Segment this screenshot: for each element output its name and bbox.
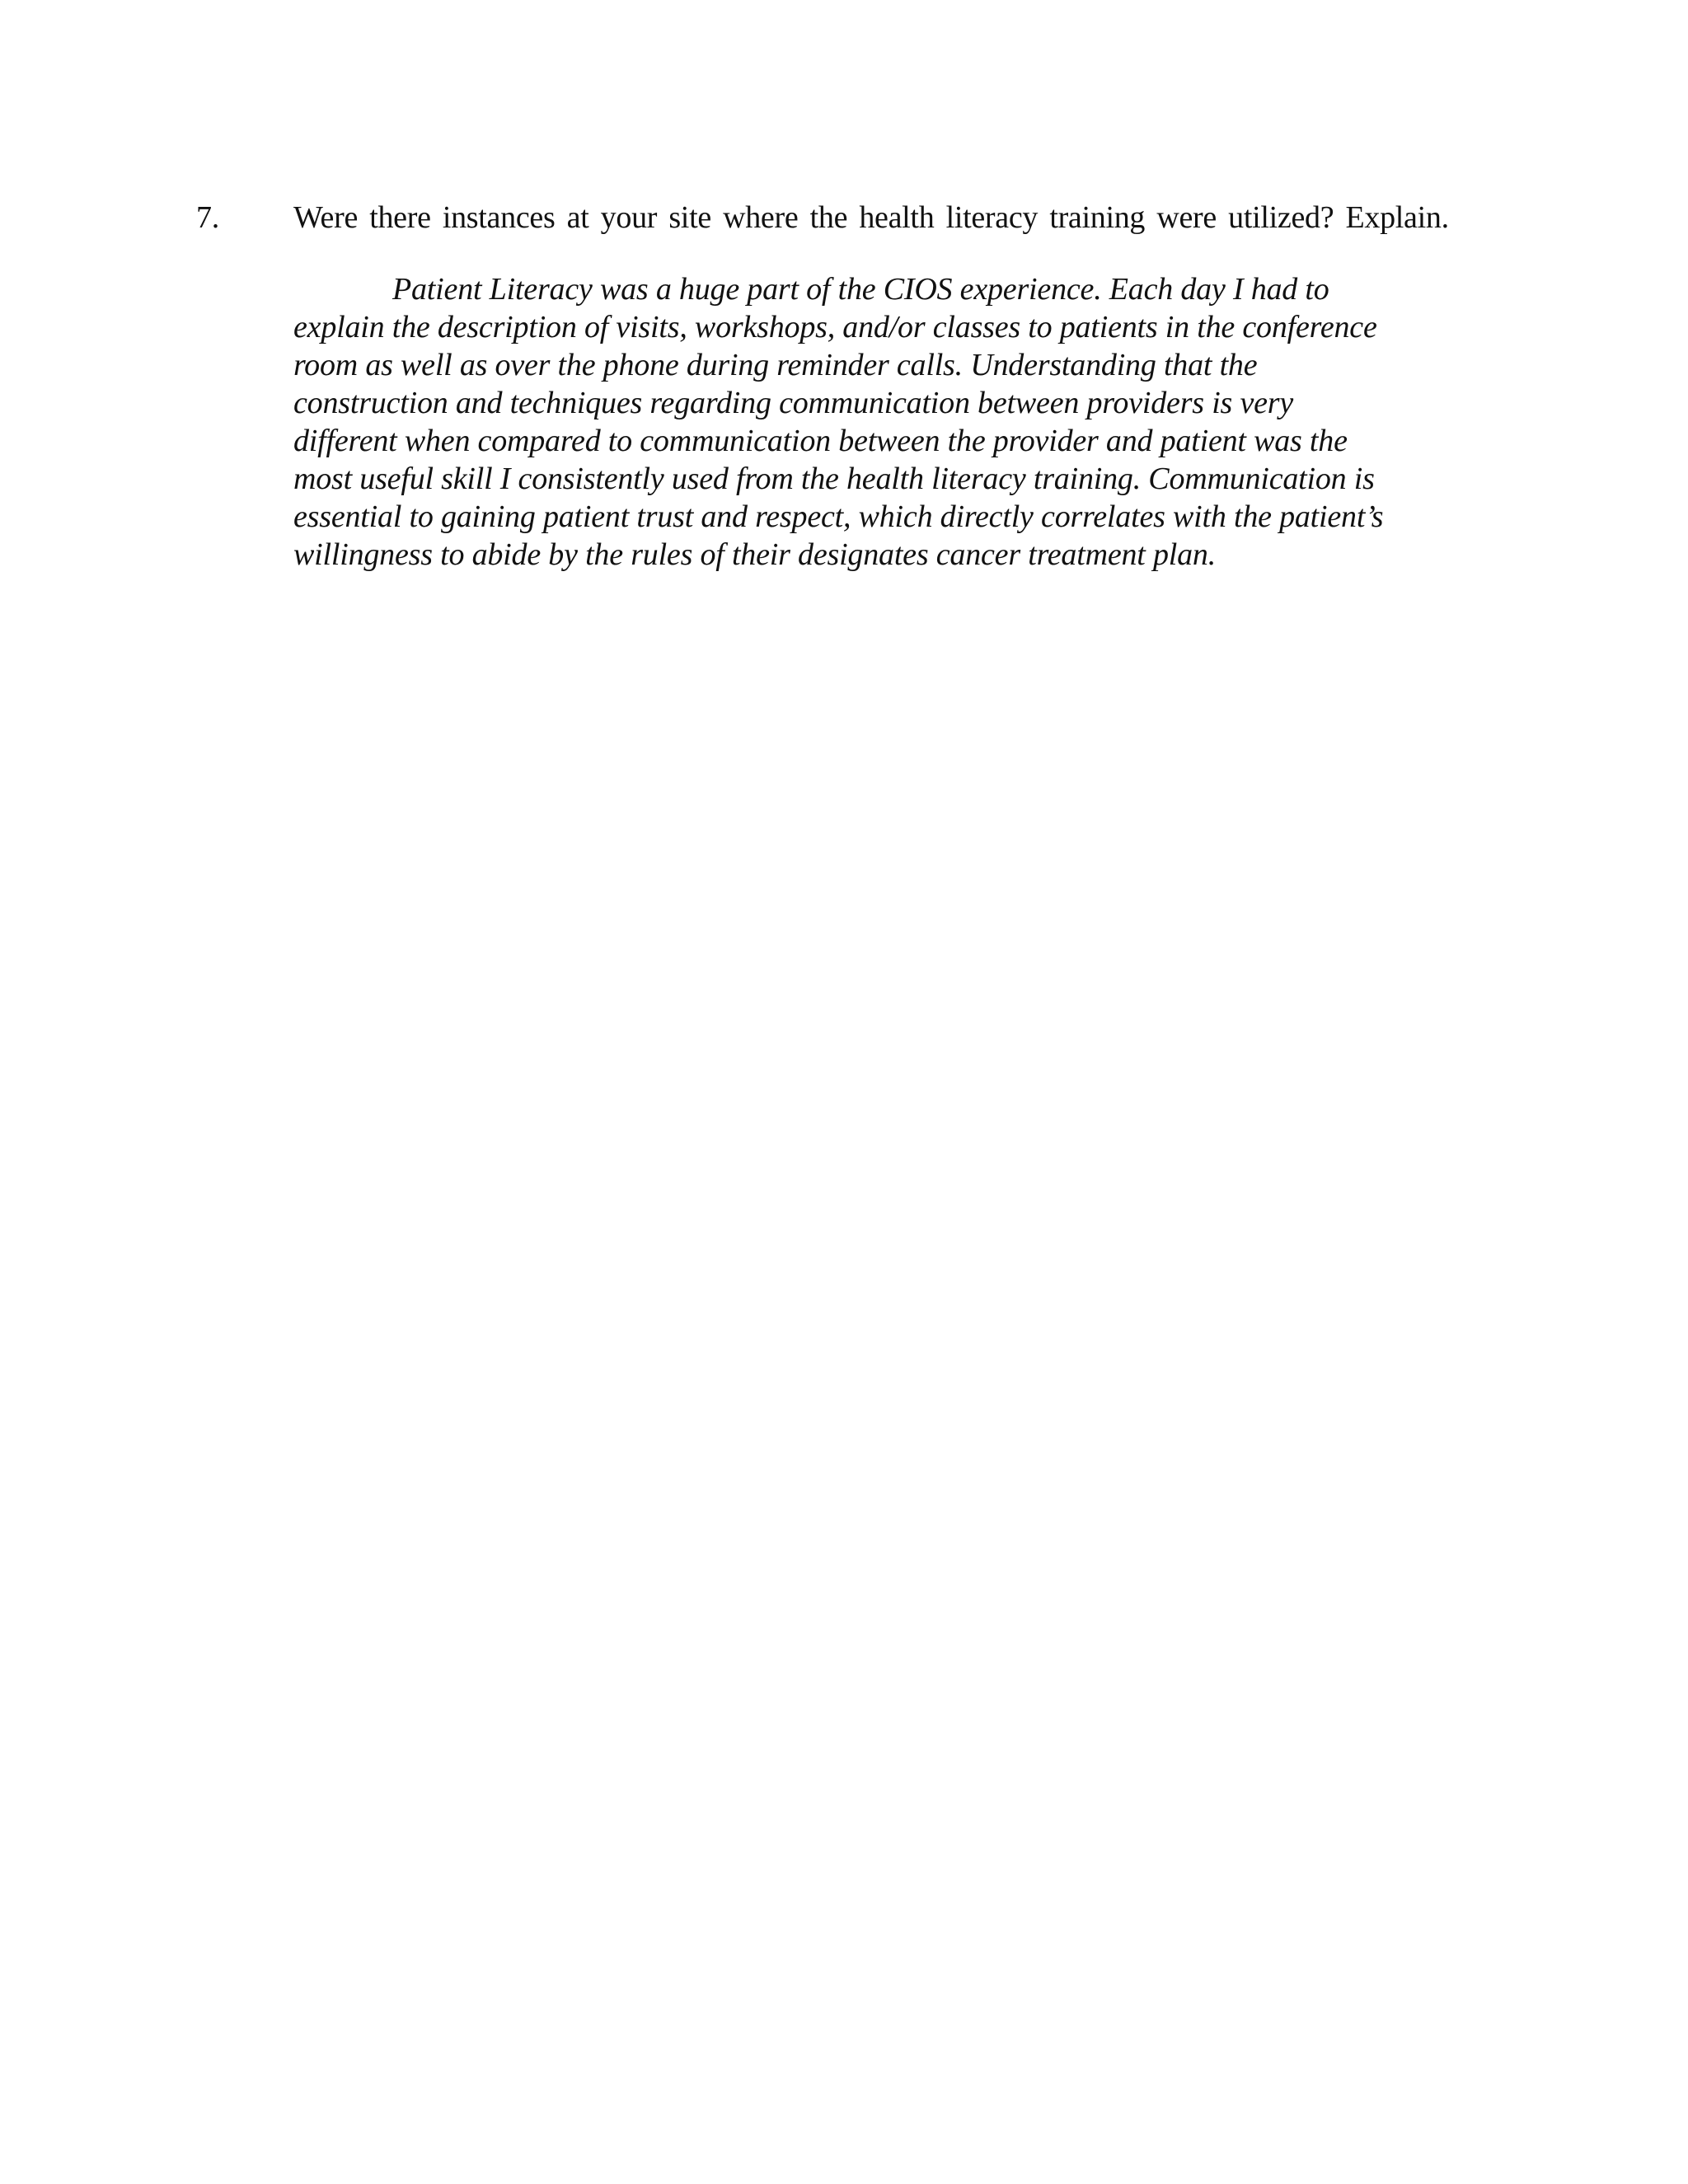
answer-line: construction and techniques regarding communication between providers is very [293,386,1294,420]
question-number: 7. [196,200,219,235]
answer-line: Patient Literacy was a huge part of the CIOS experience. Each day I had to [392,272,1329,307]
answer-paragraph [293,270,1464,574]
answer-line: different when compared to communication between the provider and patient was the [293,424,1348,458]
answer-line: essential to gaining patient trust and respect, which directly correlates with the patient’s [293,499,1384,534]
answer-line: room as well as over the phone during reminder calls. Understanding that the [293,348,1258,382]
answer-line: explain the description of visits, workshops, and/or classes to patients in the conference [293,310,1377,344]
question-row [196,194,1482,241]
question-text: Were there instances at your site where the health literacy training were utilized? Explain. [293,200,1449,235]
answer-line: willingness to abide by the rules of their designates cancer treatment plan. [293,537,1217,572]
answer-line: most useful skill I consistently used from the health literacy training. Communication is [293,462,1375,496]
